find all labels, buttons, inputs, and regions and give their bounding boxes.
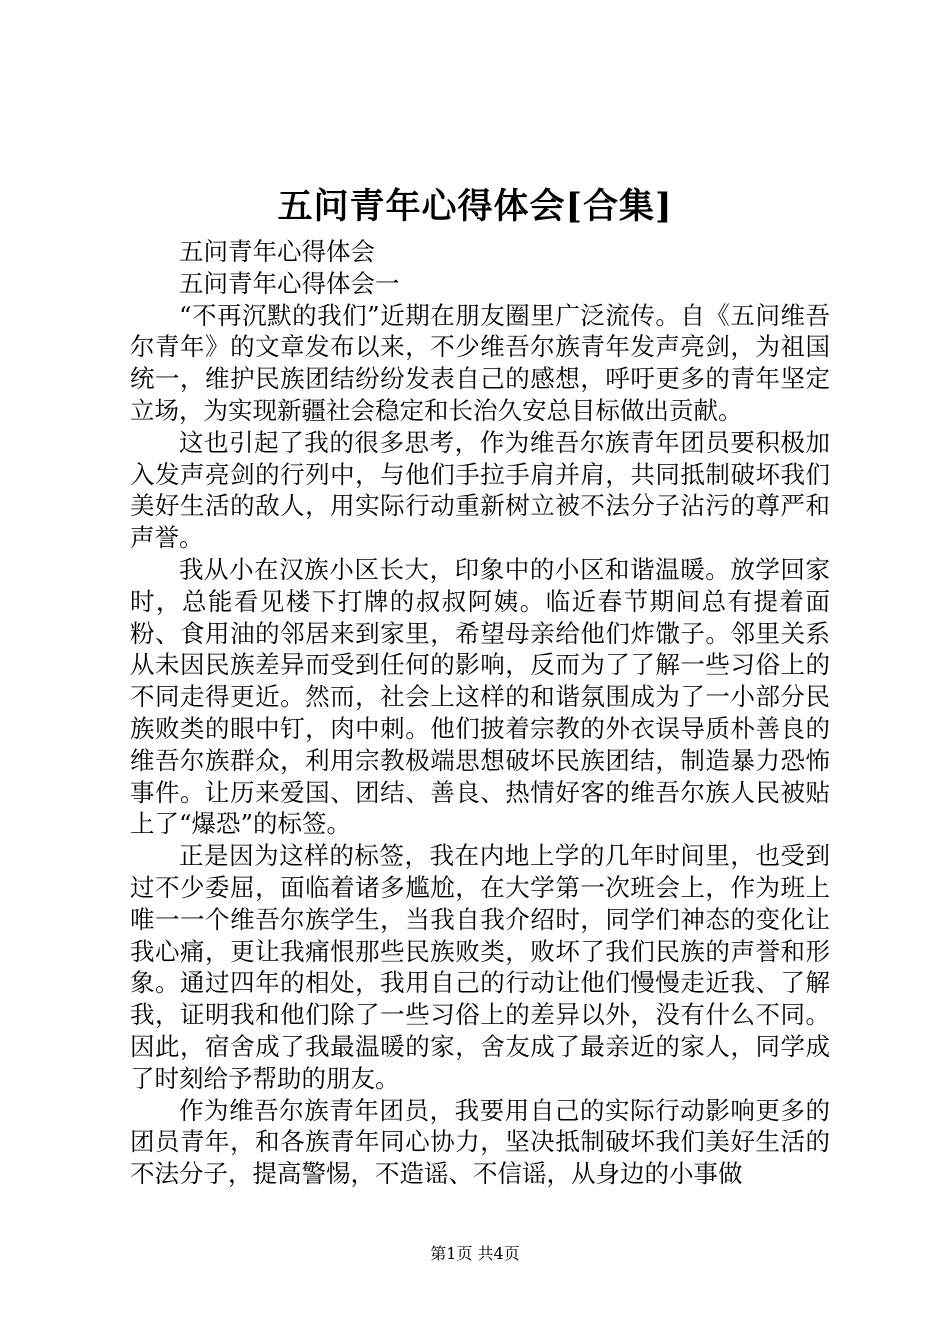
body-paragraph: “不再沉默的我们”近期在朋友圈里广泛流传。自《五问维吾尔青年》的文章发布以来，不少维吾尔族青年发声亮剑，为祖国统一，维护民族团结纷纷发表自己的感想，呼吁更多的青年坚定立场，为实现新疆社会稳定和长治久安总目标做出贡献。 — [130, 300, 830, 425]
subheading-paragraph: 五问青年心得体会一 — [179, 268, 400, 298]
body-paragraph: 我从小在汉族小区长大，印象中的小区和谐温暖。放学回家时，总能看见楼下打牌的叔叔阿姨。临近春节期间总有提着面粉、食用油的邻居来到家里，希望母亲给他们炸馓子。邻里关系从未因民族差异而受到任何的影响，反而为了了解一些习俗上的不同走得更近。然而，社会上这样的和谐氛围成为了一小部分民族败类的眼中钉，肉中刺。他们披着宗教的外衣误导质朴善良的维吾尔族群众，利用宗教极端思想破坏民族团结，制造暴力恐怖事件。让历来爱国、团结、善良、热情好客的维吾尔族人民被贴上了“爆恐”的标签。 — [130, 554, 830, 839]
page-footer: 第1页 共4页 — [430, 1244, 520, 1263]
document-title: 五问青年心得体会[合集] — [277, 186, 673, 227]
body-paragraph: 这也引起了我的很多思考，作为维吾尔族青年团员要积极加入发声亮剑的行列中，与他们手拉手肩并肩，共同抵制破坏我们美好生活的敌人，用实际行动重新树立被不法分子沾污的尊严和声誉。 — [130, 427, 830, 553]
body-paragraph: 正是因为这样的标签，我在内地上学的几年时间里，也受到过不少委屈，面临着诸多尴尬，在大学第一次班会上，作为班上唯一一个维吾尔族学生，当我自我介绍时，同学们神态的变化让我心痛，更让我痛恨那些民族败类，败坏了我们民族的声誉和形象。通过四年的相处，我用自己的行动让他们慢慢走近我、了解我，证明我和他们除了一些习俗上的差异以外，没有什么不同。因此，宿舍成了我最温暖的家，舍友成了最亲近的家人，同学成了时刻给予帮助的朋友。 — [130, 841, 830, 1093]
document-body — [130, 236, 830, 1190]
subheading-paragraph: 五问青年心得体会 — [179, 237, 375, 266]
body-paragraph: 作为维吾尔族青年团员，我要用自己的实际行动影响更多的团员青年，和各族青年同心协力，坚决抵制破坏我们美好生活的不法分子，提高警惕，不造谣、不信谣，从身边的小事做 — [130, 1095, 830, 1189]
